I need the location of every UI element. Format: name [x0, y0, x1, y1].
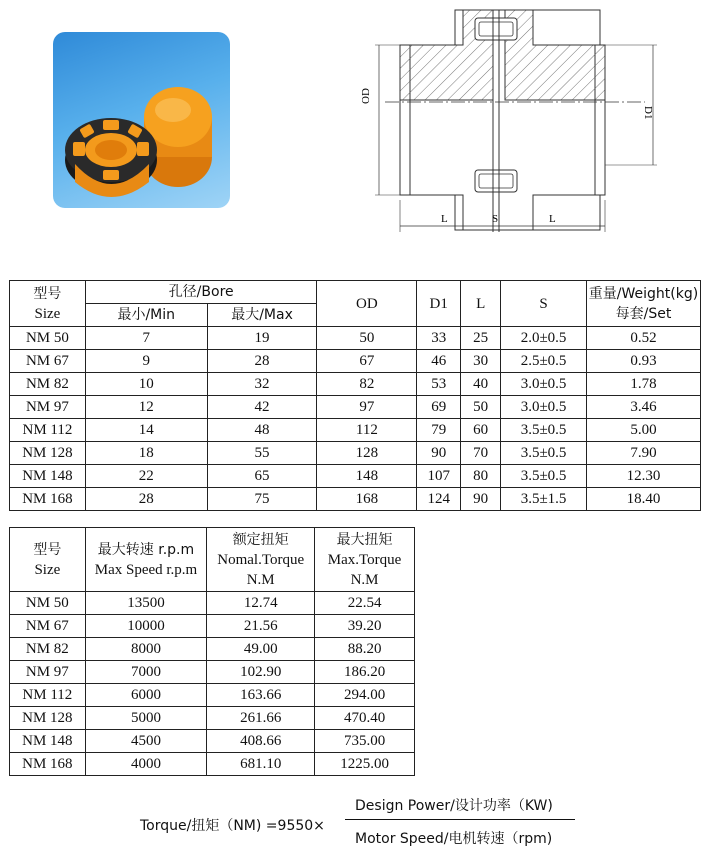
size-header-zh: 型号 — [33, 541, 62, 558]
d1-label: D1 — [642, 106, 654, 120]
cell-speed: 7000 — [85, 661, 207, 684]
formula-lhs: Torque/扭矩（NM) =9550× — [140, 818, 325, 834]
cell-min: 7 — [85, 327, 207, 350]
cell-speed: 13500 — [85, 592, 207, 615]
cell-s: 3.5±1.5 — [501, 488, 587, 511]
cell-s: 3.5±0.5 — [501, 442, 587, 465]
cell-max: 470.40 — [315, 707, 415, 730]
cell-od: 112 — [317, 419, 417, 442]
cell-size: NM 97 — [10, 661, 86, 684]
cell-size: NM 97 — [10, 396, 86, 419]
cell-od: 97 — [317, 396, 417, 419]
bore-min-header: 最小/Min — [85, 304, 207, 327]
cell-w: 5.00 — [587, 419, 701, 442]
cell-max: 735.00 — [315, 730, 415, 753]
l-header: L — [461, 281, 501, 327]
cell-d1: 69 — [417, 396, 461, 419]
bore-header — [85, 281, 317, 304]
cell-s: 2.0±0.5 — [501, 327, 587, 350]
table-header-row — [10, 281, 701, 304]
cell-w: 7.90 — [587, 442, 701, 465]
cell-size: NM 50 — [10, 327, 86, 350]
table-row — [10, 396, 701, 419]
table-row — [10, 707, 415, 730]
cell-l: 40 — [461, 373, 501, 396]
nominal-torque-unit: N.M — [246, 571, 275, 588]
cell-d1: 107 — [417, 465, 461, 488]
technical-drawing — [355, 0, 665, 240]
cell-min: 18 — [85, 442, 207, 465]
cell-s: 3.5±0.5 — [501, 419, 587, 442]
cell-max: 39.20 — [315, 615, 415, 638]
cell-max: 19 — [207, 327, 317, 350]
cell-size: NM 67 — [10, 615, 86, 638]
cell-nom: 49.00 — [207, 638, 315, 661]
cell-max: 1225.00 — [315, 753, 415, 776]
max-torque-zh: 最大扭矩 — [336, 531, 393, 548]
cell-d1: 124 — [417, 488, 461, 511]
fraction-bar — [345, 819, 575, 820]
cell-w: 3.46 — [587, 396, 701, 419]
cell-od: 50 — [317, 327, 417, 350]
cell-nom: 102.90 — [207, 661, 315, 684]
weight-header-label: 重量/Weight(kg) — [588, 285, 699, 302]
cell-size: NM 50 — [10, 592, 86, 615]
max-torque-header — [315, 528, 415, 592]
table-row — [10, 419, 701, 442]
od-label: OD — [360, 88, 372, 104]
cell-size: NM 168 — [10, 488, 86, 511]
cell-speed: 8000 — [85, 638, 207, 661]
speed-header-en: Max Speed r.p.m — [94, 561, 198, 578]
cell-size: NM 148 — [10, 730, 86, 753]
cell-w: 12.30 — [587, 465, 701, 488]
cell-s: 3.5±0.5 — [501, 465, 587, 488]
cell-l: 50 — [461, 396, 501, 419]
cell-od: 82 — [317, 373, 417, 396]
table-row — [10, 730, 415, 753]
cell-d1: 90 — [417, 442, 461, 465]
cell-min: 28 — [85, 488, 207, 511]
bore-header-label: 孔径/Bore — [168, 284, 234, 300]
max-torque-en: Max.Torque — [327, 551, 402, 568]
table-row — [10, 465, 701, 488]
cell-max: 294.00 — [315, 684, 415, 707]
cell-l: 60 — [461, 419, 501, 442]
d1-header: D1 — [417, 281, 461, 327]
cell-w: 0.52 — [587, 327, 701, 350]
table-row — [10, 592, 415, 615]
table-row — [10, 442, 701, 465]
size-header-zh: 型号 — [33, 285, 62, 302]
cell-nom: 261.66 — [207, 707, 315, 730]
cell-size: NM 128 — [10, 707, 86, 730]
weight-header — [587, 281, 701, 327]
cell-size: NM 67 — [10, 350, 86, 373]
cell-size: NM 168 — [10, 753, 86, 776]
cell-d1: 53 — [417, 373, 461, 396]
cell-size: NM 112 — [10, 419, 86, 442]
cell-max: 28 — [207, 350, 317, 373]
size-header — [10, 528, 86, 592]
cell-speed: 4000 — [85, 753, 207, 776]
table-row — [10, 638, 415, 661]
cell-l: 25 — [461, 327, 501, 350]
speed-header-zh: 最大转速 r.p.m — [97, 541, 195, 558]
cell-od: 148 — [317, 465, 417, 488]
torque-formula — [140, 795, 580, 855]
cell-d1: 46 — [417, 350, 461, 373]
cell-min: 9 — [85, 350, 207, 373]
cell-od: 168 — [317, 488, 417, 511]
cell-min: 22 — [85, 465, 207, 488]
cell-speed: 6000 — [85, 684, 207, 707]
cell-l: 30 — [461, 350, 501, 373]
od-header: OD — [317, 281, 417, 327]
cell-max: 75 — [207, 488, 317, 511]
table-row — [10, 684, 415, 707]
table-row — [10, 615, 415, 638]
bore-max-header: 最大/Max — [207, 304, 317, 327]
cell-speed: 10000 — [85, 615, 207, 638]
nominal-torque-en: Nomal.Torque — [217, 551, 305, 568]
size-header-en: Size — [34, 561, 61, 578]
nominal-torque-header — [207, 528, 315, 592]
formula-numerator: Design Power/设计功率（KW) — [355, 798, 553, 814]
cell-od: 128 — [317, 442, 417, 465]
table-row — [10, 753, 415, 776]
cell-s: 3.0±0.5 — [501, 373, 587, 396]
cell-nom: 408.66 — [207, 730, 315, 753]
cell-size: NM 82 — [10, 373, 86, 396]
cell-nom: 163.66 — [207, 684, 315, 707]
cell-w: 0.93 — [587, 350, 701, 373]
size-header — [10, 281, 86, 327]
formula-denominator: Motor Speed/电机转速（rpm) — [355, 831, 553, 847]
speed-header — [85, 528, 207, 592]
cell-max: 32 — [207, 373, 317, 396]
table-row — [10, 350, 701, 373]
l-left-label: L — [441, 213, 448, 225]
size-header-en: Size — [34, 305, 61, 322]
cell-l: 70 — [461, 442, 501, 465]
cell-max: 42 — [207, 396, 317, 419]
cell-s: 3.0±0.5 — [501, 396, 587, 419]
cell-od: 67 — [317, 350, 417, 373]
cell-min: 14 — [85, 419, 207, 442]
table-row — [10, 488, 701, 511]
coupling-illustration — [53, 32, 230, 208]
cell-max: 186.20 — [315, 661, 415, 684]
cell-size: NM 82 — [10, 638, 86, 661]
l-right-label: L — [549, 213, 556, 225]
cell-nom: 21.56 — [207, 615, 315, 638]
cell-s: 2.5±0.5 — [501, 350, 587, 373]
cell-l: 80 — [461, 465, 501, 488]
cell-size: NM 112 — [10, 684, 86, 707]
nominal-torque-zh: 额定扭矩 — [232, 531, 289, 548]
cell-speed: 4500 — [85, 730, 207, 753]
cell-d1: 33 — [417, 327, 461, 350]
cell-size: NM 148 — [10, 465, 86, 488]
torque-table — [9, 527, 415, 776]
per-set-header: 每套/Set — [615, 305, 672, 322]
table-row — [10, 327, 701, 350]
cell-max: 48 — [207, 419, 317, 442]
dimensions-table — [9, 280, 701, 511]
cell-w: 18.40 — [587, 488, 701, 511]
cell-speed: 5000 — [85, 707, 207, 730]
table-row — [10, 661, 415, 684]
cell-l: 90 — [461, 488, 501, 511]
table-header-row — [10, 528, 415, 592]
cell-nom: 12.74 — [207, 592, 315, 615]
cell-size: NM 128 — [10, 442, 86, 465]
cell-nom: 681.10 — [207, 753, 315, 776]
cell-min: 10 — [85, 373, 207, 396]
s-header: S — [501, 281, 587, 327]
product-photo — [53, 32, 230, 208]
max-torque-unit: N.M — [350, 571, 379, 588]
cell-d1: 79 — [417, 419, 461, 442]
cell-max: 65 — [207, 465, 317, 488]
cell-w: 1.78 — [587, 373, 701, 396]
s-label: S — [492, 213, 499, 225]
cell-max: 55 — [207, 442, 317, 465]
cell-max: 22.54 — [315, 592, 415, 615]
cell-min: 12 — [85, 396, 207, 419]
cell-max: 88.20 — [315, 638, 415, 661]
table-row — [10, 373, 701, 396]
